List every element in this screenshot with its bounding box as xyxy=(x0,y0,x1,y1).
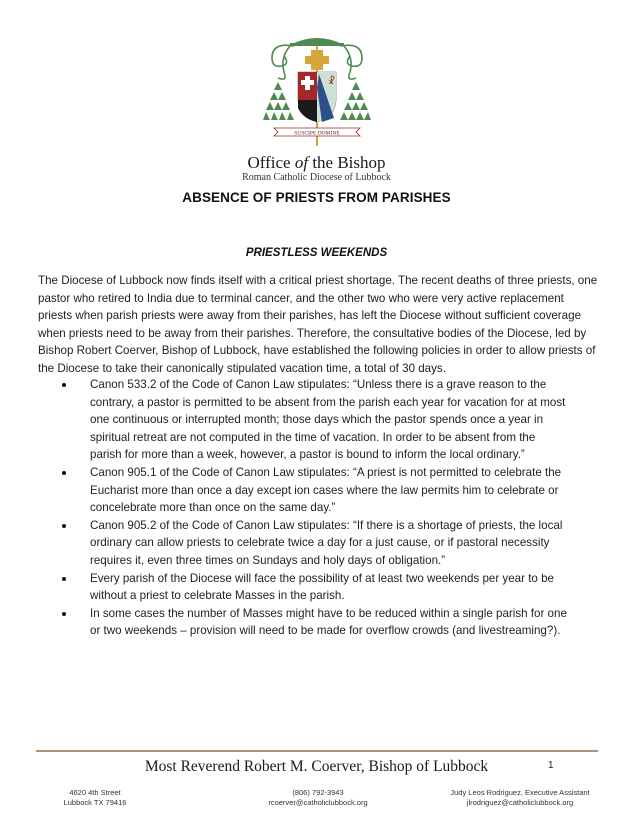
office-title-of: of xyxy=(294,153,309,172)
footer-contact xyxy=(248,788,388,808)
list-item xyxy=(50,517,570,570)
list-item-text: Canon 533.2 of the Code of Canon Law stipulates: “Unless there is a grave reason to the contrary, a pastor is permitted to be absent from the parish each year for vacation for at most one continuous or interrupted month; those days which the pastor spends once a year in spiritual retreat are not computed in the time of vacation. In order to be absent from the parish for more than a week, however, a pastor is bound to inform the local ordinary.” xyxy=(90,378,566,462)
office-title-prefix: Office xyxy=(247,153,295,172)
list-item xyxy=(50,376,570,464)
page-number: 1 xyxy=(548,760,554,771)
bullet-icon xyxy=(62,612,66,616)
office-title xyxy=(0,154,633,172)
address-street: 4620 4th Street xyxy=(69,788,121,797)
intro-paragraph: The Diocese of Lubbock now finds itself with a critical priest shortage. The recent deaths of three priests, one pastor who retired to India due to terminal cancer, and the other two who were very active replacement priests when parish priests were away from their parishes, has left the Diocese without sufficient coverage when priests need to be away from their parishes. Therefore, the consultative bodies of the Diocese, led by Bishop Robert Coerver, Bishop of Lubbock, have established the following policies in order to allow priests of the Diocese to take their canonically stipulated vacation time, a total of 30 days. xyxy=(38,274,598,375)
section-title: PRIESTLESS WEEKENDS xyxy=(245,247,388,259)
svg-text:SUSCIPE DOMINE: SUSCIPE DOMINE xyxy=(294,130,340,137)
list-item xyxy=(50,605,570,640)
list-item-text: Canon 905.2 of the Code of Canon Law stipulates: “If there is a shortage of priests, the local ordinary can allow priests to celebrate twice a day for a just cause, or if pastoral necessity requires it, even three times on Sundays and holy days of obligation.” xyxy=(90,518,563,567)
bullet-icon xyxy=(62,524,66,528)
bullet-icon xyxy=(62,471,66,475)
list-item-text: Every parish of the Diocese will face the possibility of at least two weekends per year to be without a priest to celebrate Masses in the parish. xyxy=(90,571,554,603)
list-item-text: Canon 905.1 of the Code of Canon Law stipulates: “A priest is not permitted to celebrate the Eucharist more than once a day except ion cases where the law permits him to celebrate or concelebrate more than once on the same day.” xyxy=(90,465,562,515)
list-item xyxy=(50,570,570,605)
assistant-name: Judy Leos Rodriguez, Executive Assistant xyxy=(450,788,590,797)
bullet-icon xyxy=(62,383,66,387)
document-title: ABSENCE OF PRIESTS FROM PARISHES xyxy=(182,190,451,205)
footer-address xyxy=(40,788,150,808)
diocese-subtitle: Roman Catholic Diocese of Lubbock xyxy=(242,172,391,183)
office-title-suffix: the Bishop xyxy=(308,153,386,172)
svg-text:☧: ☧ xyxy=(328,76,336,86)
list-item-text: In some cases the number of Masses might have to be reduced within a single parish for one or two weekends – provision will need to be made for overflow crowds (and livestreaming?). xyxy=(90,606,567,638)
address-city: Lubbock TX 79416 xyxy=(63,798,127,807)
policy-list xyxy=(50,376,570,640)
footer-assistant xyxy=(440,788,600,808)
bullet-icon xyxy=(62,577,66,581)
coat-of-arms-icon xyxy=(262,28,372,148)
footer-bishop-name: Most Reverend Robert M. Coerver, Bishop of Lubbock xyxy=(144,758,489,775)
footer-divider xyxy=(36,750,598,752)
contact-email[interactable]: rcoerver@catholiclubbock.org xyxy=(268,798,368,807)
assistant-email[interactable]: jlrodriguez@catholiclubbock.org xyxy=(466,798,574,807)
contact-phone: (806) 792-3943 xyxy=(292,788,344,797)
list-item xyxy=(50,464,570,517)
